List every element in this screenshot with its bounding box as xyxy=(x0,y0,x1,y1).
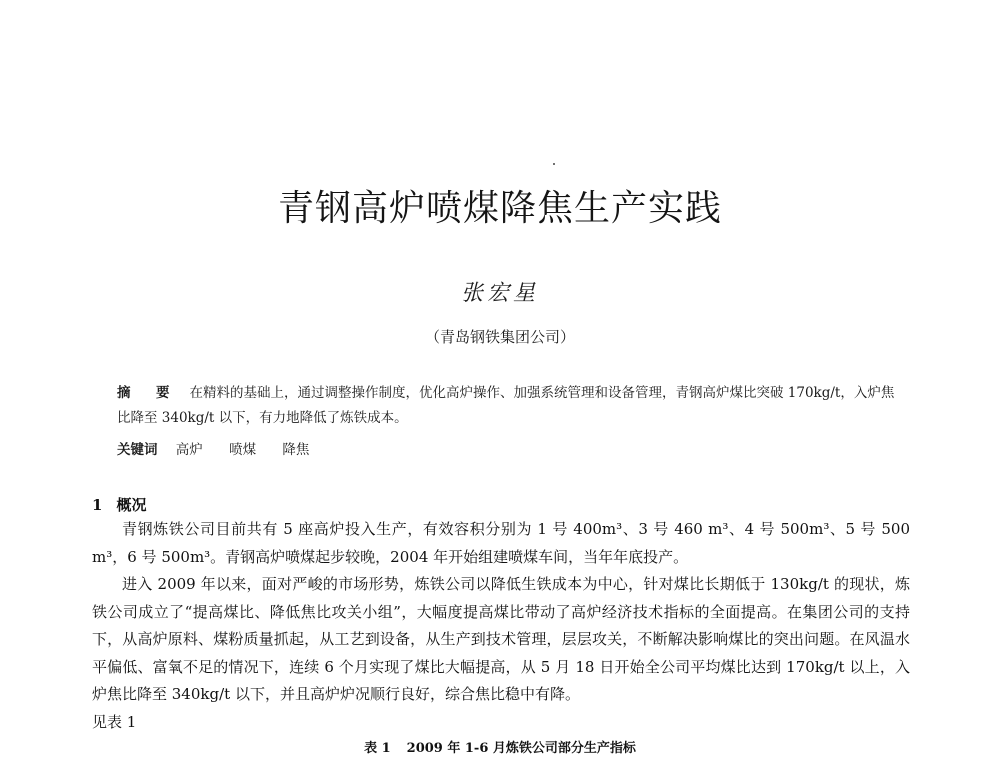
table-caption xyxy=(0,737,1000,756)
section-title: 概况 xyxy=(116,496,147,514)
keyword-item: 高炉 xyxy=(175,442,203,458)
abstract xyxy=(117,381,907,431)
section-heading xyxy=(92,494,146,515)
section-number: 1 xyxy=(92,496,103,514)
keyword-item: 喷煤 xyxy=(229,442,257,458)
author-name: 张宏星 xyxy=(460,281,539,306)
table-number: 表 1 xyxy=(364,741,391,756)
abstract-label: 摘 要 xyxy=(117,385,176,401)
table-reference: 见表 1 xyxy=(92,712,137,731)
keywords xyxy=(117,438,331,458)
scan-speck xyxy=(553,163,555,165)
author-affiliation: （青岛钢铁集团公司） xyxy=(424,328,575,346)
body-paragraph: 进入 2009 年以来，面对严峻的市场形势，炼铁公司以降低生铁成本为中心，针对煤比长期低于 130kg/t 的现状，炼铁公司成立了“提高煤比、降低焦比攻关小组”，大幅度提高煤比带动了高炉经济技术指标的全面提高。在集团公司的支持下，从高炉原料、煤粉质量抓起，从工艺到设备，从生产到技术管理，层层攻关，不断解决影响煤比的突出问题。在风温水平偏低、富氧不足的情况下，连续 6 个月实现了煤比大幅提高，从 5 月 18 日开始全公司平均煤比达到 170kg/t 以上，入炉焦比降至 340kg/t 以下，并且高炉炉况顺行良好，综合焦比稳中有降。 xyxy=(92,575,910,703)
section-body xyxy=(92,516,910,736)
table-caption-text: 2009 年 1-6 月炼铁公司部分生产指标 xyxy=(406,741,636,756)
abstract-text: 在精料的基础上，通过调整操作制度，优化高炉操作、加强系统管理和设备管理，青钢高炉煤比突破 170kg/t，入炉焦比降至 340kg/t 以下，有力地降低了炼铁成本。 xyxy=(117,385,895,426)
keyword-item: 降焦 xyxy=(282,442,310,458)
keywords-label: 关键词 xyxy=(117,442,158,458)
paper-title: 青钢高炉喷煤降焦生产实践 xyxy=(277,188,722,229)
body-paragraph: 青钢炼铁公司目前共有 5 座高炉投入生产，有效容积分别为 1 号 400m³、3 号 460 m³、4 号 500m³、5 号 500 m³，6 号 500m³。青钢高炉喷煤起步较晚，2004 年开始组建喷煤车间，当年年底投产。 xyxy=(92,520,910,566)
